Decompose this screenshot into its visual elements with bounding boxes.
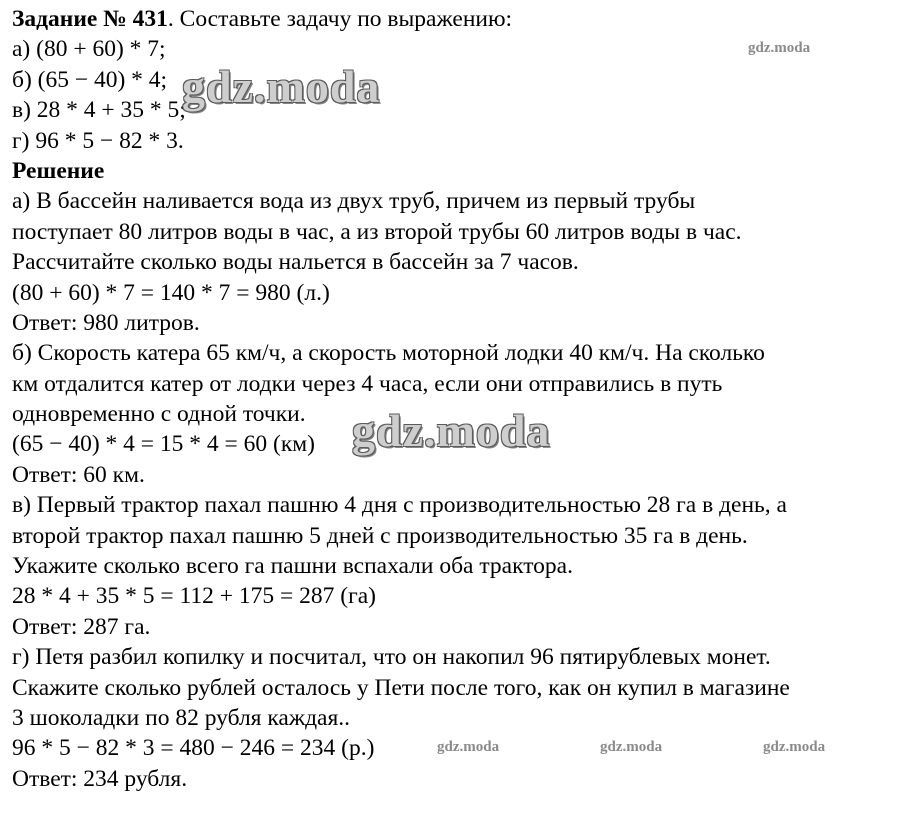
solution-line: Укажите сколько всего га пашни вспахали оба трактора. xyxy=(12,553,573,580)
solution-line: второй трактор пахал пашню 5 дней с производительностью 35 га в день. xyxy=(12,522,748,549)
task-number: Задание № 431 xyxy=(12,6,168,32)
task-title xyxy=(12,4,902,34)
solution-line: Рассчитайте сколько воды нальется в бассейн за 7 часов. xyxy=(12,249,579,276)
solution-heading: Решение xyxy=(12,157,105,184)
solution-answer: Ответ: 234 рубля. xyxy=(12,765,188,792)
expression-b: б) (65 − 40) * 4; xyxy=(12,66,168,93)
task-instruction: . Составьте задачу по выражению: xyxy=(167,6,513,32)
solution-equation: (65 − 40) * 4 = 15 * 4 = 60 (км) xyxy=(12,431,315,458)
watermark-logo: gdz.moda xyxy=(437,739,500,755)
watermark-logo: gdz.moda xyxy=(748,40,811,56)
watermark-logo: gdz.moda xyxy=(182,61,381,112)
watermark-logo: gdz.moda xyxy=(600,739,663,755)
solution-equation: 28 * 4 + 35 * 5 = 112 + 175 = 287 (га) xyxy=(12,583,376,610)
solution-answer: Ответ: 60 км. xyxy=(12,461,145,488)
solution-answer: Ответ: 980 литров. xyxy=(12,309,200,336)
solution-line: в) Первый трактор пахал пашню 4 дня с производительностью 28 га в день, а xyxy=(12,492,787,519)
solution-line: б) Скорость катера 65 км/ч, а скорость моторной лодки 40 км/ч. На сколько xyxy=(12,340,765,367)
expression-c: в) 28 * 4 + 35 * 5; xyxy=(12,97,186,124)
solution-line: одновременно с одной точки. xyxy=(12,401,306,428)
expression-d: г) 96 * 5 − 82 * 3. xyxy=(12,127,184,154)
document-page xyxy=(12,4,902,794)
watermark-logo: gdz.moda xyxy=(352,405,551,456)
solution-line: г) Петя разбил копилку и посчитал, что он накопил 96 пятирублевых монет. xyxy=(12,644,771,671)
solution-equation: 96 * 5 − 82 * 3 = 480 − 246 = 234 (р.) xyxy=(12,735,375,762)
solution-line: а) В бассейн наливается вода из двух труб, причем из первый трубы xyxy=(12,188,696,215)
solution-line: Скажите сколько рублей осталось у Пети после того, как он купил в магазине xyxy=(12,674,790,701)
solution-equation: (80 + 60) * 7 = 140 * 7 = 980 (л.) xyxy=(12,279,330,306)
solution-line: км отдалится катер от лодки через 4 часа, если они отправились в путь xyxy=(12,370,723,397)
solution-answer: Ответ: 287 га. xyxy=(12,613,151,640)
solution-line: 3 шоколадки по 82 рубля каждая.. xyxy=(12,704,351,731)
expression-a: а) (80 + 60) * 7; xyxy=(12,36,166,63)
watermark-logo: gdz.moda xyxy=(763,739,826,755)
solution-line: поступает 80 литров воды в час, а из второй трубы 60 литров воды в час. xyxy=(12,218,742,245)
